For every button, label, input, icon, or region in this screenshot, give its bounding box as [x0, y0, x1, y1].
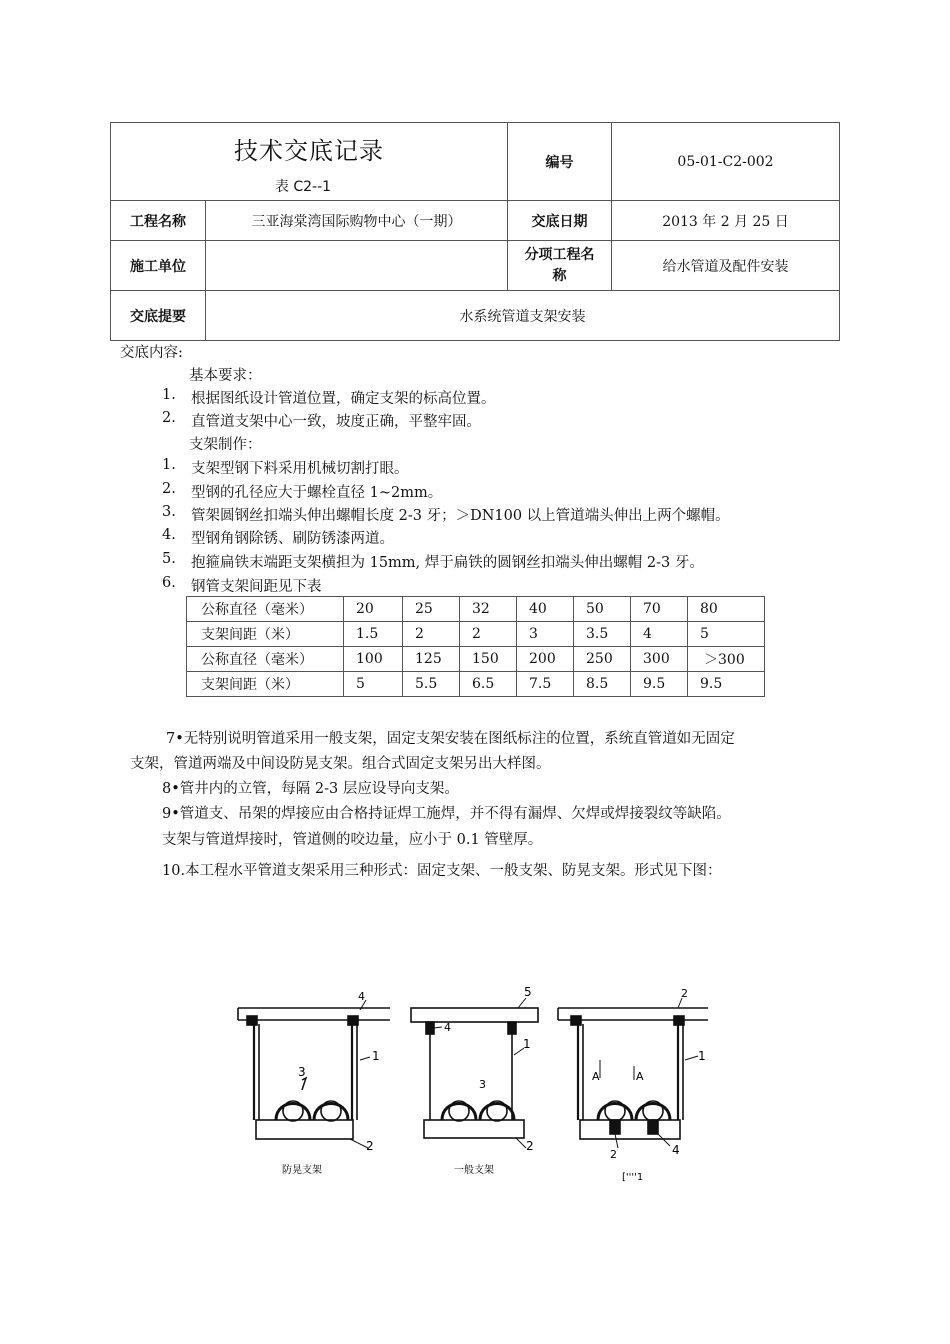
label-4-right: 4: [672, 1143, 680, 1157]
table-cell: 150: [460, 647, 517, 672]
table-cell: 支架间距（米）: [187, 672, 344, 697]
list-text: 直管道支架中心一致，坡度正确，平整牢固。: [191, 414, 481, 430]
subproject-label-line2: 称: [552, 267, 567, 284]
list-num: 3.: [162, 504, 176, 520]
table-cell: 5: [344, 672, 403, 697]
table-cell: 6.5: [460, 672, 517, 697]
table-cell: 50: [574, 597, 631, 622]
list-num: 1.: [162, 387, 176, 403]
table-cell: 32: [460, 597, 517, 622]
list-item: [162, 457, 409, 477]
para-9-line1: 9•管道支、吊架的焊接应由合格持证焊工施焊，并不得有漏焊、欠焊或焊接裂纹等缺陷。: [162, 806, 731, 822]
caption-general: 一般支架: [454, 1165, 494, 1176]
list-text: 管架圆钢丝扣端头伸出螺帽长度 2-3 牙；＞DN100 以上管道端头伸出上两个螺帽。: [191, 508, 730, 524]
table-cell: 公称直径（毫米）: [187, 647, 344, 672]
spacing-table: [186, 596, 765, 697]
label-1-mid: 1: [523, 1037, 531, 1051]
label-1-right: 1: [698, 1049, 706, 1063]
list-num: 6.: [162, 575, 176, 591]
date-label: 交底日期: [508, 201, 612, 241]
list-item: [162, 481, 443, 501]
content-heading: 交底内容:: [120, 345, 183, 361]
fixed-bracket-drawing: [558, 998, 708, 1148]
contractor-label: 施工单位: [111, 241, 206, 291]
list-text: 支架型钢下料采用机械切割打眼。: [191, 461, 409, 477]
table-cell: 4: [631, 622, 688, 647]
table-cell: 125: [403, 647, 460, 672]
label-2-right-top: 2: [681, 987, 688, 1000]
anti-sway-bracket-drawing: [238, 1000, 390, 1148]
label-a-left: A: [592, 1070, 600, 1083]
caption-fixed: [''''1: [622, 1172, 644, 1183]
label-3-mid: 3: [479, 1078, 486, 1091]
label-2-mid: 2: [526, 1139, 534, 1153]
label-3-left: 3: [298, 1065, 306, 1079]
list-item: [162, 387, 496, 407]
number-value: 05-01-C2-002: [612, 123, 840, 201]
label-a-right: A: [636, 1070, 644, 1083]
table-row: [187, 622, 765, 647]
table-row: [187, 672, 765, 697]
table-cell: 70: [631, 597, 688, 622]
list-text: 根据图纸设计管道位置，确定支架的标高位置。: [191, 391, 496, 407]
table-cell: 3.5: [574, 622, 631, 647]
para-10: 10.本工程水平管道支架采用三种形式：固定支架、一般支架、防晃支架。形式见下图：: [162, 863, 722, 879]
making-title: 支架制作：: [189, 437, 262, 453]
basic-title: 基本要求：: [189, 368, 262, 384]
table-cell: 300: [631, 647, 688, 672]
table-row: [187, 597, 765, 622]
table-cell: ＞300: [688, 647, 765, 672]
contractor-value: [206, 241, 508, 291]
list-item: [162, 551, 704, 571]
label-5-mid: 5: [524, 985, 532, 999]
number-label: 编号: [508, 123, 612, 201]
list-item: [162, 527, 394, 547]
table-cell: 2: [403, 622, 460, 647]
table-cell: 公称直径（毫米）: [187, 597, 344, 622]
list-num: 5.: [162, 551, 176, 567]
date-value: 2013 年 2 月 25 日: [612, 201, 840, 241]
table-cell: 80: [688, 597, 765, 622]
support-bracket-figure: [230, 980, 720, 1195]
header-table: [110, 122, 840, 341]
label-2-left: 2: [366, 1139, 374, 1153]
subproject-label: [508, 241, 612, 291]
list-item: [162, 410, 481, 430]
table-cell: 200: [517, 647, 574, 672]
label-4-mid: 4: [444, 1021, 451, 1034]
table-cell: 3: [517, 622, 574, 647]
summary-label: 交底提要: [111, 291, 206, 341]
para-7-line2: 支架，管道两端及中间设防晃支架。组合式固定支架另出大样图。: [130, 756, 551, 772]
list-num: 2.: [162, 481, 176, 497]
para-9-line2: 支架与管道焊接时，管道侧的咬边量，应小于 0.1 管壁厚。: [162, 832, 543, 848]
label-1-left: 1: [372, 1049, 380, 1063]
list-num: 4.: [162, 527, 176, 543]
list-item: [162, 575, 322, 595]
table-cell: 9.5: [688, 672, 765, 697]
list-item: [162, 504, 730, 524]
title-cell: [111, 123, 508, 201]
table-cell: 5.5: [403, 672, 460, 697]
table-cell: 40: [517, 597, 574, 622]
table-cell: 2: [460, 622, 517, 647]
label-2-right: 2: [610, 1148, 617, 1161]
list-text: 抱箍扁铁末端距支架横担为 15mm, 焊于扁铁的圆钢丝扣端头伸出螺帽 2-3 牙。: [191, 555, 704, 571]
subproject-value: 给水管道及配件安装: [612, 241, 840, 291]
label-4-left: 4: [358, 990, 365, 1003]
list-text: 型钢角钢除锈、刷防锈漆两道。: [191, 531, 394, 547]
table-cell: 25: [403, 597, 460, 622]
summary-value: 水系统管道支架安装: [206, 291, 840, 341]
list-num: 2.: [162, 410, 176, 426]
caption-anti-sway: 防晃支架: [282, 1165, 322, 1176]
list-text: 型钢的孔径应大于螺栓直径 1~2mm。: [191, 485, 443, 501]
table-cell: 1.5: [344, 622, 403, 647]
table-cell: 7.5: [517, 672, 574, 697]
table-cell: 250: [574, 647, 631, 672]
para-7-line1: 7•无特别说明管道采用一般支架，固定支架安装在图纸标注的位置，系统直管道如无固定: [166, 731, 735, 747]
subproject-label-line1: 分项工程名: [524, 246, 595, 263]
project-value: 三亚海棠湾国际购物中心（一期）: [206, 201, 508, 241]
table-cell: 5: [688, 622, 765, 647]
list-text: 钢管支架间距见下表: [191, 579, 322, 595]
form-code: 表 C2--1: [274, 179, 332, 195]
table-cell: 9.5: [631, 672, 688, 697]
general-bracket-drawing: [411, 998, 538, 1148]
table-cell: 8.5: [574, 672, 631, 697]
project-label: 工程名称: [111, 201, 206, 241]
table-row: [187, 647, 765, 672]
table-cell: 支架间距（米）: [187, 622, 344, 647]
table-cell: 100: [344, 647, 403, 672]
para-8: 8•管井内的立管，每隔 2-3 层应设导向支架。: [162, 781, 459, 797]
page-title: 技术交底记录: [234, 137, 384, 165]
table-cell: 20: [344, 597, 403, 622]
list-num: 1.: [162, 457, 176, 473]
